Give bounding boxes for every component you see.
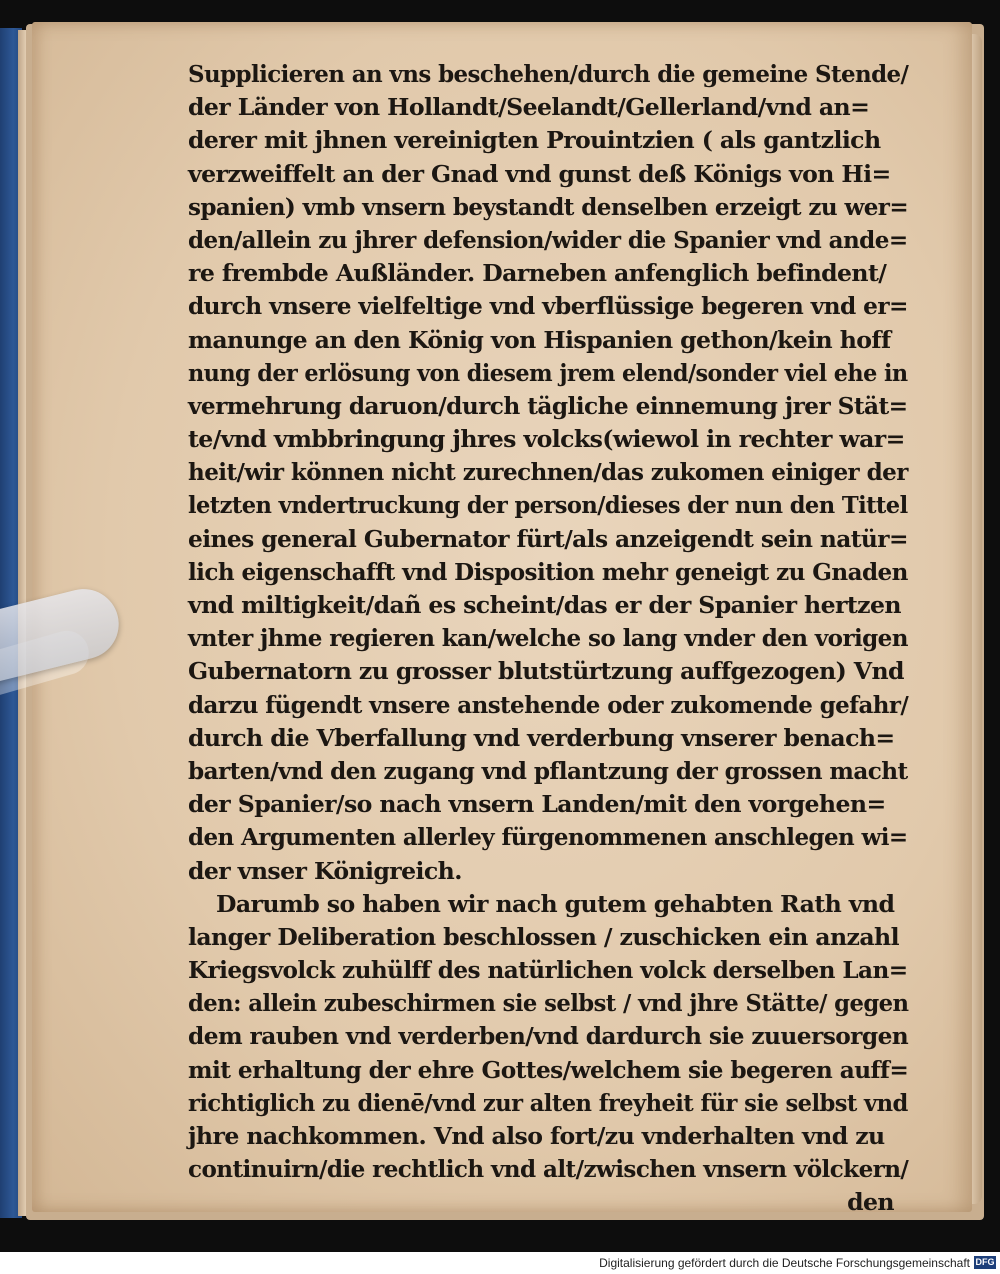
text-line: te/vnd vmbbringung jhres volcks(wiewol in rechter war= [188, 425, 905, 454]
text-line: heit/wir können nicht zurechnen/das zukomen einiger der [188, 458, 908, 487]
text-line: der Länder von Hollandt/Seelandt/Gellerland/vnd an= [188, 93, 870, 122]
text-line: den: allein zubeschirmen sie selbst / vnd jhre Stätte/ gegen [188, 989, 909, 1018]
text-line: Gubernatorn zu grosser blutstürtzung auffgezogen) Vnd [188, 657, 904, 686]
text-line: durch die Vberfallung vnd verderbung vnserer benach= [188, 723, 895, 752]
text-line: dem rauben vnd verderben/vnd dardurch sie zuuersorgen [188, 1022, 909, 1051]
catchword: den [847, 1188, 894, 1217]
footer-bar [0, 1252, 1000, 1274]
text-line: vermehrung daruon/durch tägliche einnemung jrer Stät= [188, 391, 908, 420]
text-line: durch vnsere vielfeltige vnd vberflüssige begeren vnd er= [188, 292, 908, 321]
text-line: verzweiffelt an der Gnad vnd gunst deß Königs von Hi= [188, 159, 891, 188]
text-line: Kriegsvolck zuhülff des natürlichen volck derselben Lan= [188, 956, 908, 985]
text-line: langer Deliberation beschlossen / zuschicken ein anzahl [188, 922, 899, 951]
dfg-logo: DFG [975, 1257, 995, 1267]
text-line: mit erhaltung der ehre Gottes/welchem sie begeren auff= [188, 1055, 909, 1084]
text-line: den Argumenten allerley fürgenommenen anschlegen wi= [188, 823, 908, 852]
text-line: continuirn/die rechtlich vnd alt/zwischen vnsern völckern/ [188, 1155, 909, 1184]
text-line: re frembde Außländer. Darneben anfenglich befindent/ [188, 259, 887, 288]
text-line: manunge an den König von Hispanien gethon/kein hoff [188, 325, 891, 354]
text-line: darzu fügendt vnsere anstehende oder zukomende gefahr/ [188, 690, 909, 719]
text-line: der Spanier/so nach vnsern Landen/mit den vorgehen= [188, 790, 886, 819]
text-line: nung der erlösung von diesem jrem elend/sonder viel ehe in [188, 358, 908, 387]
text-line: jhre nachkommen. Vnd also fort/zu vnderhalten vnd zu [188, 1122, 885, 1150]
text-line: Supplicieren an vns beschehen/durch die gemeine Stende/ [188, 60, 909, 88]
text-line: den/allein zu jhrer defension/wider die Spanier vnd ande= [188, 225, 908, 254]
text-line: derer mit jhnen vereinigten Prouintzien ( als gantzlich [188, 126, 881, 155]
text-line: vnd miltigkeit/dañ es scheint/das er der Spanier hertzen [188, 591, 901, 619]
funding-notice: Digitalisierung gefördert durch die Deutsche Forschungsgemeinschaft [599, 1256, 970, 1270]
text-line: richtiglich zu dienē/vnd zur alten freyheit für sie selbst vnd [188, 1088, 908, 1117]
text-line: der vnser Königreich. [188, 856, 462, 885]
text-line: barten/vnd den zugang vnd pflantzung der grossen macht [188, 756, 908, 785]
page-text [188, 58, 908, 1220]
text-line: letzten vndertruckung der person/dieses der nun den Tittel [188, 491, 908, 520]
text-line: vnter jhme regieren kan/welche so lang vnder den vorigen [188, 624, 908, 653]
text-line: spanien) vmb vnsern beystandt denselben erzeigt zu wer= [188, 192, 909, 221]
text-line: eines general Gubernator fürt/als anzeigendt sein natür= [188, 524, 908, 553]
text-line: lich eigenschafft vnd Disposition mehr geneigt zu Gnaden [188, 557, 908, 586]
text-line: Darumb so haben wir nach gutem gehabten Rath vnd [216, 889, 895, 918]
